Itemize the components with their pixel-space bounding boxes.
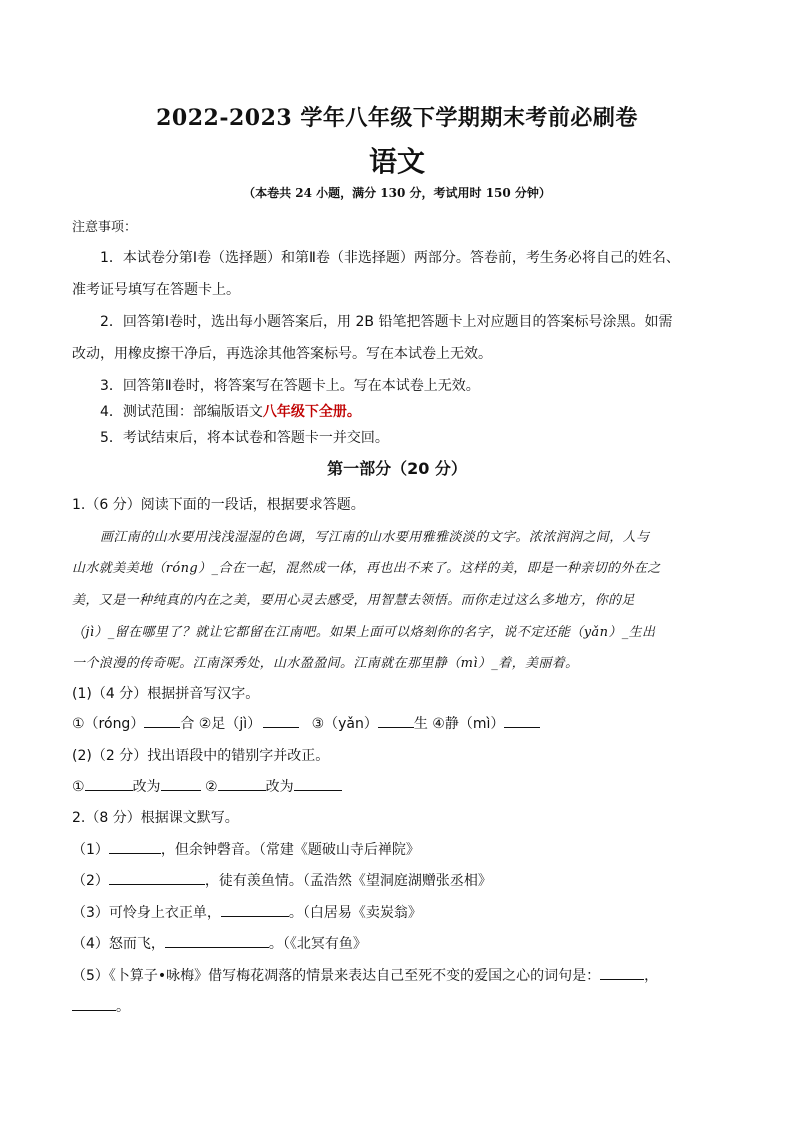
answer-blank[interactable] xyxy=(378,713,414,728)
notice-item-5: 5．考试结束后，将本试卷和答题卡一并交回。 xyxy=(100,430,389,446)
notice-item-3: 3．回答第Ⅱ卷时，将答案写在答题卡上。写在本试卷上无效。 xyxy=(100,378,480,394)
notice-item-4 xyxy=(100,401,361,421)
answer-blank[interactable] xyxy=(600,965,644,980)
q1-sub1-part-2: 合 ②足（jì） xyxy=(180,716,262,732)
q2-line-1 xyxy=(72,839,420,859)
notice-heading: 注意事项： xyxy=(72,220,138,235)
q2-line-6 xyxy=(72,996,130,1016)
answer-blank[interactable] xyxy=(161,776,201,791)
q2-line-4-text-b: 。（《北冥有鱼》 xyxy=(268,936,367,952)
notice-item-1a: 1．本试卷分第Ⅰ卷（选择题）和第Ⅱ卷（非选择题）两部分。答卷前，考生务必将自己的姓名、 xyxy=(100,250,680,266)
answer-blank[interactable] xyxy=(72,996,116,1011)
answer-blank[interactable] xyxy=(165,933,269,948)
q2-line-4-text-a: （4）怒而飞， xyxy=(72,936,165,952)
q1-sub1-part-1: ①（róng） xyxy=(72,716,145,732)
answer-blank[interactable] xyxy=(144,713,180,728)
notice-item-4-highlight: 八年级下全册。 xyxy=(262,404,361,420)
answer-blank[interactable] xyxy=(218,776,266,791)
exam-scope-line: （本卷共 24 小题，满分 130 分，考试用时 150 分钟） xyxy=(243,186,551,200)
notice-item-4-prefix: 4．测试范围：部编版语文 xyxy=(100,404,263,420)
notice-item-2a: 2．回答第Ⅰ卷时，选出每小题答案后，用 2B 铅笔把答题卡上对应题目的答案标号涂黑。如需 xyxy=(100,314,673,330)
q1-sub1-stem: (1)（4 分）根据拼音写汉字。 xyxy=(72,686,260,702)
answer-blank[interactable] xyxy=(504,713,540,728)
answer-blank[interactable] xyxy=(109,839,161,854)
q1-passage-line-5: 一个浪漫的传奇呢。江南深秀处，山水盈盈间。江南就在那里静（mì）_着，美丽着。 xyxy=(72,656,579,671)
q2-line-1-number: （1） xyxy=(72,842,109,858)
exam-subject: 语文 xyxy=(368,145,425,178)
q2-line-2-number: （2） xyxy=(72,873,109,889)
q2-line-3-text-b: 。（白居易《卖炭翁》 xyxy=(288,905,422,921)
notice-item-1b: 准考证号填写在答题卡上。 xyxy=(72,282,240,298)
q1-passage-line-1: 画江南的山水要用浅浅湿湿的色调，写江南的山水要用雅雅淡淡的文字。浓浓润润之间，人与 xyxy=(100,530,650,545)
q1-sub2-part-2: 改为 xyxy=(132,779,161,795)
q1-sub2-part-1: ① xyxy=(72,779,85,795)
q1-passage-line-2: 山水就美美地（róng）_合在一起，混然成一体，再也出不来了。这样的美，即是一种亲切的外在之 xyxy=(72,561,661,576)
q2-line-5 xyxy=(72,965,658,985)
q2-line-2-text: ，徒有羡鱼情。（孟浩然《望洞庭湖赠张丞相》 xyxy=(204,873,492,889)
q1-sub2-part-4: 改为 xyxy=(265,779,294,795)
q2-stem: 2.（8 分）根据课文默写。 xyxy=(72,810,239,826)
q1-sub2-stem: (2)（2 分）找出语段中的错别字并改正。 xyxy=(72,748,330,764)
q2-line-3-text-a: （3）可怜身上衣正单， xyxy=(72,905,221,921)
exam-title: 2022-2023 学年八年级下学期期末考前必刷卷 xyxy=(156,105,638,131)
answer-blank[interactable] xyxy=(85,776,133,791)
notice-item-2b: 改动，用橡皮擦干净后，再选涂其他答案标号。写在本试卷上无效。 xyxy=(72,346,492,362)
q2-line-1-text: ，但余钟磬音。（常建《题破山寺后禅院》 xyxy=(160,842,420,858)
q1-sub2-answers xyxy=(72,776,342,796)
answer-blank[interactable] xyxy=(221,902,289,917)
q1-passage-line-4: （jì）_留在哪里了？就让它都留在江南吧。如果上面可以烙刻你的名字，说不定还能（yǎn）_生出 xyxy=(72,625,656,640)
q2-line-6-period: 。 xyxy=(116,999,130,1015)
answer-blank[interactable] xyxy=(294,776,342,791)
section-1-title: 第一部分（20 分） xyxy=(327,459,467,478)
answer-blank[interactable] xyxy=(109,870,205,885)
q1-stem: 1.（6 分）阅读下面的一段话，根据要求答题。 xyxy=(72,497,365,513)
q2-line-4 xyxy=(72,933,367,953)
q1-passage-line-3: 美，又是一种纯真的内在之美，要用心灵去感受，用智慧去领悟。而你走过这么多地方，你的足 xyxy=(72,593,635,608)
q1-sub1-answers xyxy=(72,713,540,733)
q1-sub1-part-3: ③（yǎn） xyxy=(311,716,378,732)
q2-line-3 xyxy=(72,902,422,922)
q2-line-2 xyxy=(72,870,492,890)
answer-blank[interactable] xyxy=(263,713,299,728)
q1-sub2-part-3: ② xyxy=(205,779,218,795)
q2-line-5-text: （5）《卜算子•咏梅》借写梅花凋落的情景来表达自己至死不变的爱国之心的词句是： xyxy=(72,968,601,984)
q1-sub1-part-4: 生 ④静（mì） xyxy=(413,716,505,732)
q2-line-5-comma: ， xyxy=(644,968,659,984)
